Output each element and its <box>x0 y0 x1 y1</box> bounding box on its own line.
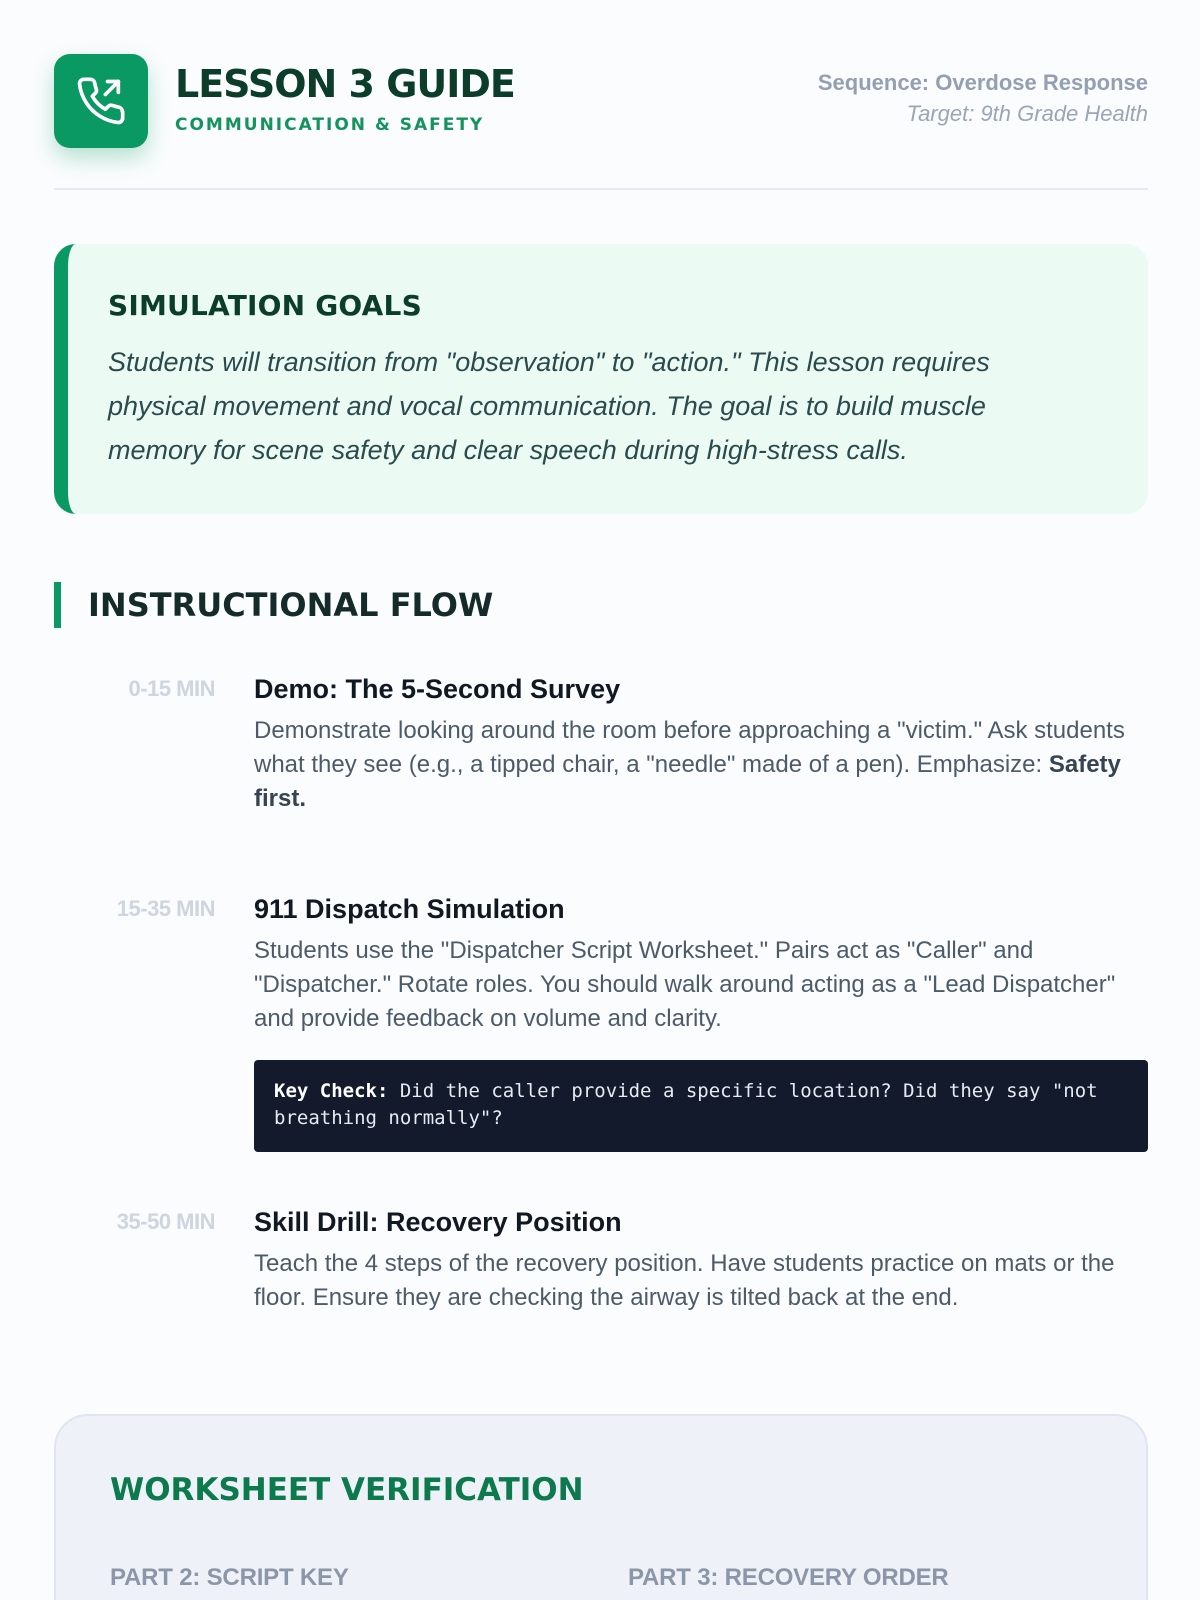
worksheet-verification-card <box>54 1414 1148 1600</box>
worksheet-title: WORKSHEET VERIFICATION <box>110 1472 584 1508</box>
step-time: 0-15 MIN <box>128 676 215 701</box>
part2-heading: PART 2: SCRIPT KEY <box>110 1564 349 1591</box>
lesson-meta <box>818 68 1148 130</box>
step-emphasis: Safety first. <box>254 751 1121 812</box>
simulation-goals-box <box>54 244 1148 514</box>
page-header <box>54 54 1148 148</box>
key-check-label: Key Check: <box>274 1080 389 1102</box>
target-label: Target: 9th Grade Health <box>906 101 1148 126</box>
step-description: Teach the 4 steps of the recovery position. Have students practice on mats or the floor. Ensure they are checking the airway is tilted back at the end. <box>254 1250 1115 1311</box>
phone-forward-icon <box>54 54 148 148</box>
part3-heading: PART 3: RECOVERY ORDER <box>628 1564 949 1591</box>
goals-text: Students will transition from "observation" to "action." This lesson requires physical movement and vocal communication. The goal is to build muscle memory for scene safety and clear speech during high-stress calls. <box>108 347 990 465</box>
step-title: Demo: The 5-Second Survey <box>254 674 621 704</box>
step-time: 35-50 MIN <box>116 1209 215 1234</box>
page-title: LESSON 3 GUIDE <box>175 62 515 106</box>
page-subtitle: COMMUNICATION & SAFETY <box>175 115 485 135</box>
step-description-text: Demonstrate looking around the room before approaching a "victim." Ask students what they see (e.g., a tipped chair, a "needle" made of a pen). Emphasize: <box>254 717 1125 778</box>
step-time: 15-35 MIN <box>116 896 215 921</box>
step-title: 911 Dispatch Simulation <box>254 894 565 924</box>
step-body <box>254 1205 1148 1315</box>
sequence-label: Sequence: Overdose Response <box>817 70 1148 95</box>
step-body <box>254 672 1148 816</box>
instructional-flow-heading: INSTRUCTIONAL FLOW <box>54 582 493 628</box>
key-check-text: Did the caller provide a specific location? Did they say "not breathing normally"? <box>274 1080 1098 1129</box>
step-body <box>254 892 1148 1152</box>
title-block <box>175 60 515 136</box>
key-check-box <box>254 1060 1148 1152</box>
step-description <box>254 714 1148 816</box>
header-divider <box>54 188 1148 190</box>
goals-title: SIMULATION GOALS <box>108 289 422 322</box>
step-title: Skill Drill: Recovery Position <box>254 1207 622 1237</box>
step-description: Students use the "Dispatcher Script Worksheet." Pairs act as "Caller" and "Dispatcher." Rotate roles. You should walk around acting as a "Lead Dispatcher" and provide feedback on volume and clarity. <box>254 937 1116 1032</box>
